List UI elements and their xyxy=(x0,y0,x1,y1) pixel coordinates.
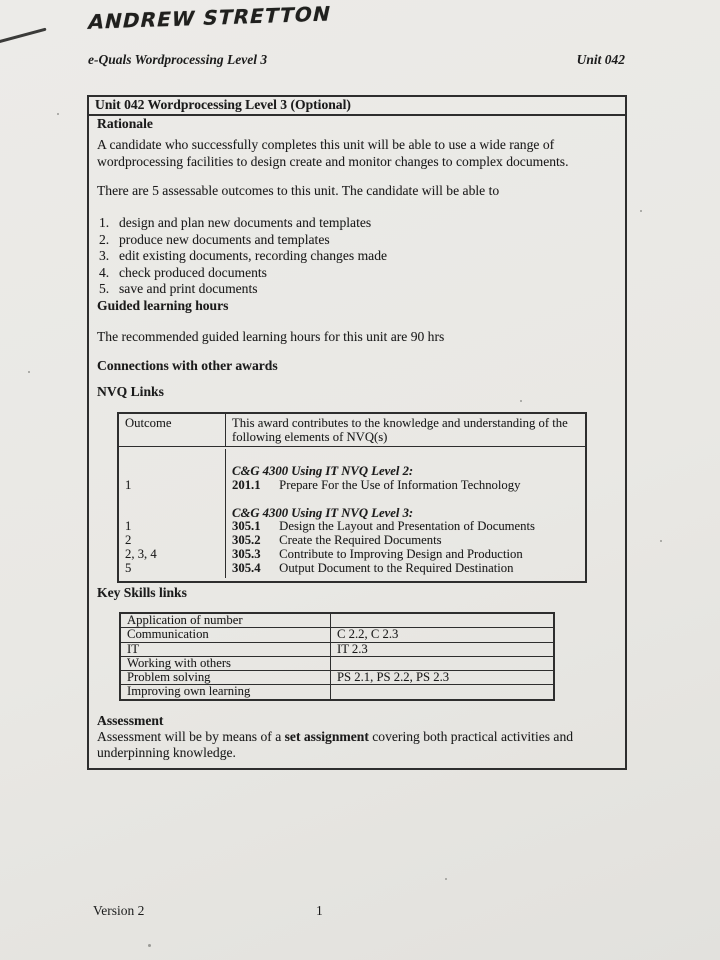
nvq-links-table xyxy=(117,412,587,583)
assessment-text: covering both practical activities and xyxy=(368,729,574,744)
nvq-header-description: This award contributes to the knowledge and understanding of the following elements of NVQ(s) xyxy=(232,416,568,444)
outcomes-intro: There are 5 assessable outcomes to this unit. The candidate will be able to xyxy=(97,183,500,198)
assessment-bold-text: set assignment xyxy=(284,729,369,744)
nvq-outcome-cell: 5 xyxy=(125,561,132,576)
assessment-paragraph xyxy=(97,729,573,761)
scan-speck xyxy=(148,944,151,947)
key-skills-heading: Key Skills links xyxy=(97,585,187,600)
rationale-line: wordprocessing facilities to design create and monitor changes to complex documents. xyxy=(97,153,569,169)
nvq-description-column xyxy=(226,449,585,578)
key-skill-label: Improving own learning xyxy=(121,685,331,698)
scan-speck xyxy=(660,540,662,542)
document-header xyxy=(88,52,625,68)
footer-page-number: 1 xyxy=(316,903,323,918)
scan-speck xyxy=(57,113,59,115)
list-text: design and plan new documents and templates xyxy=(119,215,372,230)
key-skill-value: IT 2.3 xyxy=(337,641,368,656)
nvq-table-header-row xyxy=(119,414,585,447)
key-skill-label: Working with others xyxy=(121,657,331,670)
table-row xyxy=(121,685,553,698)
nvq-element-text: Prepare For the Use of Information Technology xyxy=(279,477,521,492)
unit-content-box xyxy=(87,95,627,770)
guided-hours-text: The recommended guided learning hours for this unit are 90 hrs xyxy=(97,329,445,344)
scan-speck xyxy=(640,210,642,212)
list-number: 3. xyxy=(99,248,110,263)
nvq-group-heading: C&G 4300 Using IT NVQ Level 2: xyxy=(232,463,414,478)
nvq-blank-line xyxy=(232,451,579,465)
list-text: save and print documents xyxy=(119,281,258,296)
nvq-element-code: 305.1 xyxy=(232,519,261,534)
key-skill-value: PS 2.1, PS 2.2, PS 2.3 xyxy=(337,670,450,685)
nvq-element-code: 305.4 xyxy=(232,561,261,576)
header-title: e-Quals Wordprocessing Level 3 xyxy=(88,52,268,67)
nvq-outcome-cell xyxy=(125,493,219,507)
assessment-line: underpinning knowledge. xyxy=(97,745,236,760)
scan-speck xyxy=(445,878,447,880)
table-row xyxy=(121,671,553,685)
nvq-element-text: Contribute to Improving Design and Production xyxy=(279,547,523,562)
rationale-heading: Rationale xyxy=(97,116,153,131)
nvq-outcome-cell xyxy=(125,465,219,479)
list-number: 5. xyxy=(99,281,110,296)
list-text: check produced documents xyxy=(119,264,267,280)
list-text: edit existing documents, recording changes made xyxy=(119,248,388,263)
key-skill-value: C 2.2, C 2.3 xyxy=(337,627,399,642)
rationale-line: A candidate who successfully completes this unit will be able to use a wide range of xyxy=(97,137,555,152)
nvq-header-outcome: Outcome xyxy=(119,414,226,446)
nvq-table-body-row xyxy=(119,447,585,581)
nvq-element-line xyxy=(232,520,579,534)
assessment-line xyxy=(97,729,573,745)
nvq-outcome-column xyxy=(119,449,226,578)
key-skill-value xyxy=(331,614,553,627)
guided-hours-heading: Guided learning hours xyxy=(97,298,229,313)
nvq-outcome-cell xyxy=(125,507,219,521)
key-skill-value xyxy=(331,685,553,698)
nvq-outcome-cell: 1 xyxy=(125,519,132,534)
nvq-element-code: 305.3 xyxy=(232,547,261,562)
key-skill-label: Application of number xyxy=(121,614,331,627)
key-skill-label: Problem solving xyxy=(121,671,331,684)
list-number: 1. xyxy=(99,215,110,230)
nvq-element-text: Create the Required Documents xyxy=(279,533,442,548)
key-skill-label: Communication xyxy=(121,628,331,641)
rationale-paragraph xyxy=(97,137,569,170)
list-text: produce new documents and templates xyxy=(119,231,330,247)
key-skill-label: IT xyxy=(121,643,331,656)
connections-heading: Connections with other awards xyxy=(97,358,278,373)
header-unit-number: Unit 042 xyxy=(576,52,625,67)
unit-box-title: Unit 042 Wordprocessing Level 3 (Optional) xyxy=(89,97,625,116)
nvq-element-line xyxy=(232,534,579,548)
nvq-element-text: Design the Layout and Presentation of Documents xyxy=(279,519,535,534)
nvq-outcome-cell: 2, 3, 4 xyxy=(125,547,157,562)
table-row xyxy=(121,657,553,671)
nvq-outcome-cell: 2 xyxy=(125,533,132,548)
nvq-outcome-cell xyxy=(125,451,219,465)
nvq-links-heading: NVQ Links xyxy=(97,384,164,399)
nvq-element-line xyxy=(232,479,579,493)
nvq-element-text: Output Document to the Required Destination xyxy=(279,561,514,576)
assessment-text: Assessment will be by means of a xyxy=(97,729,285,744)
nvq-outcome-cell: 1 xyxy=(125,477,132,492)
footer-version: Version 2 xyxy=(93,903,145,918)
nvq-element-line xyxy=(232,548,579,562)
key-skill-value xyxy=(331,657,553,670)
scan-speck xyxy=(28,371,30,373)
pen-stroke-mark xyxy=(0,28,47,45)
key-skills-table xyxy=(119,612,555,701)
assessment-heading: Assessment xyxy=(97,713,164,728)
handwritten-name: ANDREW STRETTON xyxy=(85,1,334,34)
nvq-group-heading: C&G 4300 Using IT NVQ Level 3: xyxy=(232,505,414,520)
nvq-blank-line xyxy=(232,493,579,507)
list-number: 2. xyxy=(99,231,110,247)
table-row xyxy=(121,643,553,657)
table-row xyxy=(121,628,553,642)
nvq-element-code: 305.2 xyxy=(232,533,261,548)
list-number: 4. xyxy=(99,264,110,280)
nvq-element-code: 201.1 xyxy=(232,477,261,492)
nvq-element-line xyxy=(232,562,579,576)
scan-speck xyxy=(520,400,522,402)
table-row xyxy=(121,614,553,628)
